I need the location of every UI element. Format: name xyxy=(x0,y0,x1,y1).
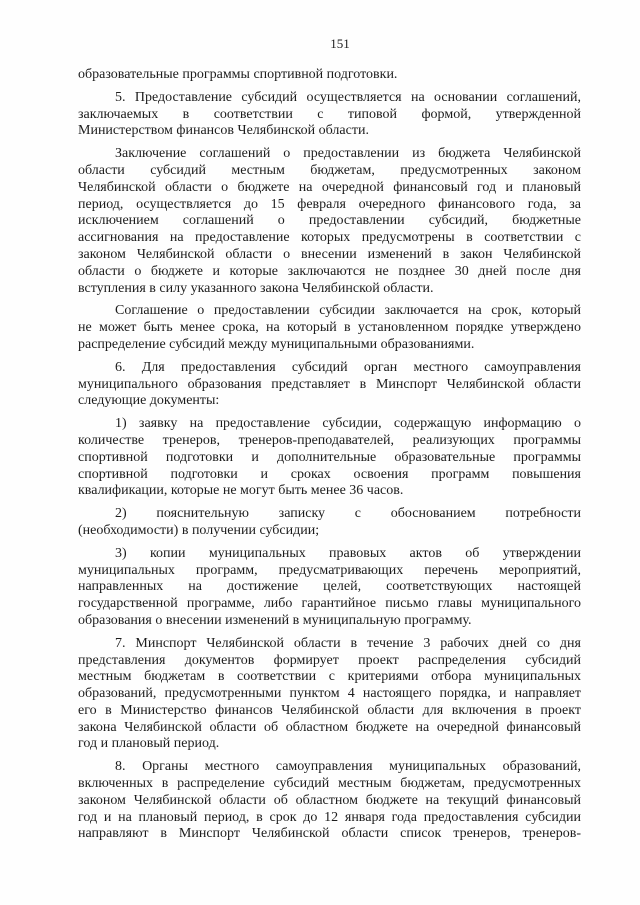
text-line: Соглашение о предоставлении субсидии заключается на срок, который xyxy=(115,303,581,319)
text-line: спортивной подготовки и сроках освоения программ повышения xyxy=(78,466,581,482)
text-line: 5. Предоставление субсидий осуществляется на основании соглашений, xyxy=(115,89,581,105)
agreement-term-paragraph xyxy=(78,303,581,353)
text-line: 1) заявку на предоставление субсидии, содержащую информацию о xyxy=(115,416,581,432)
document-item-3 xyxy=(78,546,581,630)
text-line: местным бюджетам в соответствии с критериями отбора муниципальных xyxy=(78,669,581,685)
clause-6-paragraph xyxy=(78,360,581,410)
text-line: 8. Органы местного самоуправления муниципальных образований, xyxy=(115,759,581,775)
text-line: 6. Для предоставления субсидий орган местного самоуправления xyxy=(115,359,581,375)
clause-7-paragraph xyxy=(78,636,581,754)
text-line: области субсидий местным бюджетам, предусмотренных законом xyxy=(78,162,581,178)
text-line: распределение субсидий между муниципальными образованиями. xyxy=(78,336,475,352)
text-line: количестве тренеров, тренеров-преподавателей, реализующих программы xyxy=(78,432,581,448)
clause-8-paragraph xyxy=(78,759,581,843)
text-line: направленных на достижение целей, соответствующих настоящей xyxy=(78,579,581,595)
text-line: не может быть менее срока, на который в установленном порядке утверждено xyxy=(78,320,581,336)
text-line: муниципального образования представляет в Минспорт Челябинской области xyxy=(78,376,581,392)
text-line: закона Челябинской области об областном бюджете на очередной финансовый xyxy=(78,719,581,735)
text-line: законом Челябинской области об областном бюджете на текущий финансовый xyxy=(78,792,581,808)
text-line: вступления в силу указанного закона Челябинской области. xyxy=(78,280,434,296)
text-line: следующие документы: xyxy=(78,393,220,409)
document-item-2 xyxy=(78,506,581,540)
text-line: включенных в распределение субсидий местным бюджетам, предусмотренных xyxy=(78,776,581,792)
text-line: образования о внесении изменений в муниципальную программу. xyxy=(78,612,472,628)
paragraph-continuation xyxy=(78,67,581,84)
text-line: заключаемых в соответствии с типовой формой, утвержденной xyxy=(78,106,581,122)
text-line: Заключение соглашений о предоставлении из бюджета Челябинской xyxy=(115,146,581,162)
text-line: (необходимости) в получении субсидии; xyxy=(78,522,320,538)
page-body xyxy=(78,67,581,843)
text-line: 2) пояснительную записку с обоснованием потребности xyxy=(115,506,581,522)
document-item-1 xyxy=(78,416,581,500)
text-line: квалификации, которые не могут быть менее 36 часов. xyxy=(78,483,404,499)
text-line: исключением соглашений о предоставлении субсидий, бюджетные xyxy=(78,213,581,229)
text-line: год и плановый период. xyxy=(78,736,220,752)
text-line: муниципальных программ, предусматривающих перечень мероприятий, xyxy=(78,562,581,578)
text-line: Челябинской области о бюджете на очередной финансовый год и плановый xyxy=(78,179,581,195)
text-line: ассигнования на предоставление которых предусмотрены в соответствии с xyxy=(78,230,581,246)
text-line: образований, предусмотренными пунктом 4 настоящего порядка, и направляет xyxy=(78,686,581,702)
text-line: период, осуществляется до 15 февраля очередного финансового года, за xyxy=(78,196,581,212)
page-number: 151 xyxy=(330,36,350,51)
text-line: направляют в Минспорт Челябинской области список тренеров, тренеров- xyxy=(78,826,581,842)
agreement-conclusion-paragraph xyxy=(78,146,581,297)
text-line: 7. Минспорт Челябинской области в течение 3 рабочих дней со дня xyxy=(115,635,581,651)
text-line: спортивной подготовки и дополнительные образовательные программы xyxy=(78,449,581,465)
text-line: Министерством финансов Челябинской области. xyxy=(78,123,369,139)
text-line: государственной программе, либо гарантийное письмо главы муниципального xyxy=(78,596,581,612)
text-line: 3) копии муниципальных правовых актов об утверждении xyxy=(115,545,581,561)
text-line: области о бюджете и которые заключаются не позднее 30 дней после дня xyxy=(78,263,581,279)
clause-5-paragraph xyxy=(78,90,581,140)
text-line: год и на плановый период, в срок до 12 января года предоставления субсидии xyxy=(78,809,581,825)
text-line: образовательные программы спортивной подготовки. xyxy=(78,67,398,82)
text-line: представления документов формирует проект распределения субсидий xyxy=(78,652,581,668)
text-line: законом Челябинской области о внесении изменений в закон Челябинской xyxy=(78,246,581,262)
text-line: его в Министерство финансов Челябинской области для включения в проект xyxy=(78,702,581,718)
